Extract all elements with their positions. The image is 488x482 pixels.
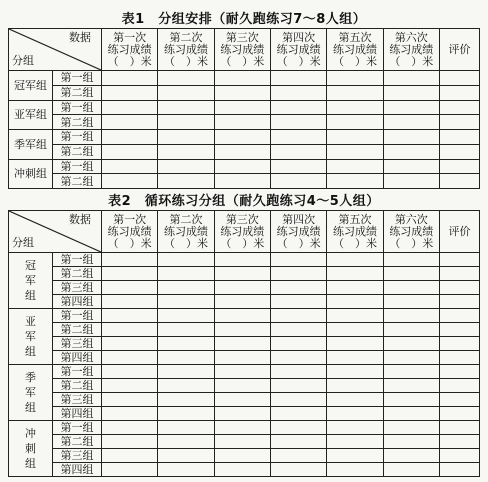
score-cell[interactable] xyxy=(440,421,480,435)
column-header-line2: 练习成绩 xyxy=(163,224,208,238)
table-row xyxy=(9,144,480,159)
score-cell[interactable] xyxy=(383,337,439,351)
score-cell[interactable] xyxy=(158,421,214,435)
score-cell[interactable] xyxy=(440,144,480,159)
score-cell[interactable] xyxy=(158,71,214,86)
score-cell[interactable] xyxy=(158,130,214,145)
score-cell[interactable] xyxy=(270,435,326,449)
score-cell[interactable] xyxy=(270,463,326,477)
column-header-line1: 第二次 xyxy=(169,212,203,226)
table-row xyxy=(9,267,480,281)
score-cell[interactable] xyxy=(214,421,270,435)
score-cell[interactable] xyxy=(270,267,326,281)
table-row xyxy=(9,449,480,463)
table-row xyxy=(9,295,480,309)
score-cell[interactable] xyxy=(440,449,480,463)
score-cell[interactable] xyxy=(102,115,158,130)
score-cell[interactable] xyxy=(440,295,480,309)
score-cell[interactable] xyxy=(440,100,480,115)
column-header-attempt-4 xyxy=(270,29,326,71)
group-label: 季军组 xyxy=(9,130,53,160)
score-cell[interactable] xyxy=(158,115,214,130)
score-cell[interactable] xyxy=(102,421,158,435)
column-header-line3: （ ）米 xyxy=(389,236,434,250)
group-label-vertical xyxy=(9,421,53,477)
score-cell[interactable] xyxy=(102,435,158,449)
column-header-line2: 练习成绩 xyxy=(220,42,265,56)
column-header-attempt-4 xyxy=(270,211,326,253)
column-header-line3: （ ）米 xyxy=(163,236,208,250)
score-cell[interactable] xyxy=(327,323,383,337)
table-row xyxy=(9,393,480,407)
score-cell[interactable] xyxy=(158,337,214,351)
column-header-line1: 第五次 xyxy=(338,30,372,44)
diagonal-header-cell xyxy=(9,211,102,253)
score-cell[interactable] xyxy=(440,174,480,189)
score-cell[interactable] xyxy=(440,71,480,86)
group-label-vertical xyxy=(9,309,53,365)
subgroup-label: 第三组 xyxy=(53,337,102,351)
column-header-line1: 第四次 xyxy=(282,212,316,226)
score-cell[interactable] xyxy=(327,379,383,393)
score-cell[interactable] xyxy=(214,351,270,365)
table-row xyxy=(9,421,480,435)
score-cell[interactable] xyxy=(102,174,158,189)
score-cell[interactable] xyxy=(270,351,326,365)
score-cell[interactable] xyxy=(214,174,270,189)
score-cell[interactable] xyxy=(327,267,383,281)
column-header-line3: （ ）米 xyxy=(220,54,265,68)
subgroup-label: 第一组 xyxy=(53,71,102,86)
column-header-line2: 练习成绩 xyxy=(332,224,377,238)
column-header-line1: 第一次 xyxy=(113,30,147,44)
score-cell[interactable] xyxy=(383,295,439,309)
column-header-attempt-5 xyxy=(327,211,383,253)
subgroup-label: 第四组 xyxy=(53,407,102,421)
table-row xyxy=(9,323,480,337)
score-cell[interactable] xyxy=(383,85,439,100)
score-cell[interactable] xyxy=(158,100,214,115)
group-label-char: 冲 xyxy=(25,427,36,440)
subgroup-label: 第一组 xyxy=(53,100,102,115)
score-cell[interactable] xyxy=(327,71,383,86)
score-cell[interactable] xyxy=(327,309,383,323)
score-cell[interactable] xyxy=(102,267,158,281)
column-header-line3: （ ）米 xyxy=(163,54,208,68)
group-label-char: 组 xyxy=(25,457,36,470)
column-header-line1: 第六次 xyxy=(394,212,428,226)
column-header-line3: （ ）米 xyxy=(389,54,434,68)
corner-label-data: 数据 xyxy=(69,31,91,44)
score-cell[interactable] xyxy=(102,323,158,337)
score-cell[interactable] xyxy=(102,309,158,323)
column-header-line2: 练习成绩 xyxy=(389,42,434,56)
group-label-char: 季 xyxy=(25,371,36,384)
score-cell[interactable] xyxy=(327,337,383,351)
score-cell[interactable] xyxy=(158,295,214,309)
score-cell[interactable] xyxy=(214,337,270,351)
subgroup-label: 第二组 xyxy=(53,85,102,100)
score-cell[interactable] xyxy=(383,379,439,393)
score-cell[interactable] xyxy=(270,100,326,115)
column-header-evaluation: 评价 xyxy=(440,211,480,253)
score-cell[interactable] xyxy=(440,130,480,145)
table-row xyxy=(9,281,480,295)
column-header-line3: （ ）米 xyxy=(332,54,377,68)
corner-label-group: 分组 xyxy=(12,236,34,249)
column-header-line1: 第五次 xyxy=(338,212,372,226)
score-cell[interactable] xyxy=(158,393,214,407)
score-cell[interactable] xyxy=(440,379,480,393)
score-cell[interactable] xyxy=(383,449,439,463)
table2-circuit-grouping xyxy=(8,210,480,477)
table-row xyxy=(9,71,480,86)
score-cell[interactable] xyxy=(440,351,480,365)
score-cell[interactable] xyxy=(158,379,214,393)
column-header-attempt-1 xyxy=(102,29,158,71)
score-cell[interactable] xyxy=(102,100,158,115)
group-label-char: 亚 xyxy=(25,315,36,328)
subgroup-label: 第二组 xyxy=(53,174,102,189)
score-cell[interactable] xyxy=(214,71,270,86)
score-cell[interactable] xyxy=(383,407,439,421)
score-cell[interactable] xyxy=(440,309,480,323)
score-cell[interactable] xyxy=(214,159,270,174)
score-cell[interactable] xyxy=(270,365,326,379)
column-header-line2: 练习成绩 xyxy=(107,42,152,56)
score-cell[interactable] xyxy=(440,115,480,130)
score-cell[interactable] xyxy=(102,365,158,379)
score-cell[interactable] xyxy=(383,393,439,407)
table-row xyxy=(9,130,480,145)
score-cell[interactable] xyxy=(158,174,214,189)
score-cell[interactable] xyxy=(440,365,480,379)
score-cell[interactable] xyxy=(102,337,158,351)
score-cell[interactable] xyxy=(440,407,480,421)
subgroup-label: 第二组 xyxy=(53,267,102,281)
score-cell[interactable] xyxy=(102,393,158,407)
score-cell[interactable] xyxy=(327,407,383,421)
score-cell[interactable] xyxy=(327,253,383,267)
score-cell[interactable] xyxy=(214,295,270,309)
score-cell[interactable] xyxy=(327,130,383,145)
subgroup-label: 第二组 xyxy=(53,379,102,393)
score-cell[interactable] xyxy=(102,85,158,100)
score-cell[interactable] xyxy=(102,407,158,421)
group-label-char: 军 xyxy=(25,274,36,287)
score-cell[interactable] xyxy=(270,295,326,309)
score-cell[interactable] xyxy=(383,351,439,365)
score-cell[interactable] xyxy=(440,393,480,407)
score-cell[interactable] xyxy=(270,449,326,463)
column-header-line1: 第三次 xyxy=(225,30,259,44)
score-cell[interactable] xyxy=(158,309,214,323)
header-row xyxy=(9,211,480,253)
table-row xyxy=(9,435,480,449)
column-header-line3: （ ）米 xyxy=(107,54,152,68)
score-cell[interactable] xyxy=(383,174,439,189)
score-cell[interactable] xyxy=(102,130,158,145)
column-header-attempt-2 xyxy=(158,29,214,71)
score-cell[interactable] xyxy=(383,130,439,145)
score-cell[interactable] xyxy=(158,351,214,365)
column-header-line1: 第一次 xyxy=(113,212,147,226)
score-cell[interactable] xyxy=(102,159,158,174)
subgroup-label: 第四组 xyxy=(53,463,102,477)
column-header-line1: 第二次 xyxy=(169,30,203,44)
score-cell[interactable] xyxy=(214,435,270,449)
table-row xyxy=(9,337,480,351)
score-cell[interactable] xyxy=(158,463,214,477)
score-cell[interactable] xyxy=(440,337,480,351)
column-header-line2: 练习成绩 xyxy=(163,42,208,56)
group-label-char: 组 xyxy=(25,345,36,358)
column-header-attempt-3 xyxy=(214,29,270,71)
score-cell[interactable] xyxy=(327,295,383,309)
column-header-line2: 练习成绩 xyxy=(107,224,152,238)
table-row xyxy=(9,253,480,267)
score-cell[interactable] xyxy=(440,267,480,281)
column-header-line3: （ ）米 xyxy=(107,236,152,250)
score-cell[interactable] xyxy=(270,115,326,130)
score-cell[interactable] xyxy=(327,393,383,407)
column-header-line2: 练习成绩 xyxy=(220,224,265,238)
table-row xyxy=(9,351,480,365)
group-label-vertical xyxy=(9,365,53,421)
column-header-attempt-5 xyxy=(327,29,383,71)
score-cell[interactable] xyxy=(270,253,326,267)
subgroup-label: 第一组 xyxy=(53,365,102,379)
score-cell[interactable] xyxy=(383,253,439,267)
score-cell[interactable] xyxy=(440,323,480,337)
group-label: 冲刺组 xyxy=(9,159,53,189)
score-cell[interactable] xyxy=(270,130,326,145)
score-cell[interactable] xyxy=(440,281,480,295)
column-header-attempt-2 xyxy=(158,211,214,253)
table-row xyxy=(9,463,480,477)
group-label-char: 军 xyxy=(25,330,36,343)
column-header-line2: 练习成绩 xyxy=(389,224,434,238)
score-cell[interactable] xyxy=(102,71,158,86)
score-cell[interactable] xyxy=(440,435,480,449)
group-label-char: 刺 xyxy=(25,442,36,455)
score-cell[interactable] xyxy=(440,463,480,477)
score-cell[interactable] xyxy=(102,463,158,477)
table2-title: 表2 循环练习分组（耐久跑练习4～5人组） xyxy=(108,194,380,209)
column-header-line3: （ ）米 xyxy=(276,236,321,250)
score-cell[interactable] xyxy=(383,115,439,130)
table-row xyxy=(9,115,480,130)
table-row xyxy=(9,365,480,379)
score-cell[interactable] xyxy=(327,463,383,477)
subgroup-label: 第四组 xyxy=(53,295,102,309)
score-cell[interactable] xyxy=(327,449,383,463)
table-row xyxy=(9,309,480,323)
score-cell[interactable] xyxy=(383,281,439,295)
score-cell[interactable] xyxy=(270,337,326,351)
score-cell[interactable] xyxy=(327,281,383,295)
score-cell[interactable] xyxy=(214,449,270,463)
header-row xyxy=(9,29,480,71)
score-cell[interactable] xyxy=(383,435,439,449)
score-cell[interactable] xyxy=(102,295,158,309)
subgroup-label: 第三组 xyxy=(53,393,102,407)
score-cell[interactable] xyxy=(327,100,383,115)
group-label: 亚军组 xyxy=(9,100,53,130)
score-cell[interactable] xyxy=(383,100,439,115)
table-row xyxy=(9,100,480,115)
score-cell[interactable] xyxy=(102,253,158,267)
column-header-evaluation: 评价 xyxy=(440,29,480,71)
score-cell[interactable] xyxy=(327,435,383,449)
score-cell[interactable] xyxy=(383,144,439,159)
table1-title: 表1 分组安排（耐久跑练习7～8人组） xyxy=(121,12,367,27)
table-row xyxy=(9,85,480,100)
score-cell[interactable] xyxy=(214,379,270,393)
score-cell[interactable] xyxy=(270,174,326,189)
group-label-char: 组 xyxy=(25,401,36,414)
column-header-line3: （ ）米 xyxy=(220,236,265,250)
score-cell[interactable] xyxy=(270,323,326,337)
score-cell[interactable] xyxy=(102,351,158,365)
score-cell[interactable] xyxy=(214,130,270,145)
score-cell[interactable] xyxy=(214,115,270,130)
column-header-attempt-6 xyxy=(383,211,439,253)
column-header-line1: 第六次 xyxy=(394,30,428,44)
table-row xyxy=(9,174,480,189)
subgroup-label: 第一组 xyxy=(53,253,102,267)
score-cell[interactable] xyxy=(327,351,383,365)
subgroup-label: 第一组 xyxy=(53,421,102,435)
table-row xyxy=(9,379,480,393)
subgroup-label: 第一组 xyxy=(53,159,102,174)
subgroup-label: 第一组 xyxy=(53,130,102,145)
corner-label-group: 分组 xyxy=(12,54,34,67)
score-cell[interactable] xyxy=(214,100,270,115)
score-cell[interactable] xyxy=(214,407,270,421)
subgroup-label: 第三组 xyxy=(53,449,102,463)
score-cell[interactable] xyxy=(158,365,214,379)
score-cell[interactable] xyxy=(327,174,383,189)
group-label-vertical xyxy=(9,253,53,309)
score-cell[interactable] xyxy=(270,421,326,435)
score-cell[interactable] xyxy=(270,71,326,86)
score-cell[interactable] xyxy=(327,159,383,174)
score-cell[interactable] xyxy=(327,85,383,100)
score-cell[interactable] xyxy=(383,365,439,379)
score-cell[interactable] xyxy=(214,463,270,477)
subgroup-label: 第二组 xyxy=(53,144,102,159)
score-cell[interactable] xyxy=(440,85,480,100)
subgroup-label: 第四组 xyxy=(53,351,102,365)
score-cell[interactable] xyxy=(383,463,439,477)
score-cell[interactable] xyxy=(158,85,214,100)
column-header-line1: 第三次 xyxy=(225,212,259,226)
score-cell[interactable] xyxy=(383,71,439,86)
score-cell[interactable] xyxy=(158,253,214,267)
score-cell[interactable] xyxy=(270,159,326,174)
score-cell[interactable] xyxy=(158,323,214,337)
diagonal-header-cell xyxy=(9,29,102,71)
subgroup-label: 第三组 xyxy=(53,281,102,295)
score-cell[interactable] xyxy=(383,267,439,281)
score-cell[interactable] xyxy=(102,144,158,159)
table1-grouping xyxy=(8,28,480,189)
score-cell[interactable] xyxy=(102,449,158,463)
score-cell[interactable] xyxy=(214,309,270,323)
column-header-line2: 练习成绩 xyxy=(332,42,377,56)
score-cell[interactable] xyxy=(158,144,214,159)
score-cell[interactable] xyxy=(214,393,270,407)
score-cell[interactable] xyxy=(214,267,270,281)
column-header-line1: 第四次 xyxy=(282,30,316,44)
score-cell[interactable] xyxy=(270,393,326,407)
score-cell[interactable] xyxy=(158,435,214,449)
score-cell[interactable] xyxy=(214,85,270,100)
score-cell[interactable] xyxy=(440,253,480,267)
score-cell[interactable] xyxy=(327,115,383,130)
score-cell[interactable] xyxy=(214,253,270,267)
score-cell[interactable] xyxy=(440,159,480,174)
score-cell[interactable] xyxy=(270,379,326,393)
score-cell[interactable] xyxy=(214,144,270,159)
group-label-char: 组 xyxy=(25,289,36,302)
score-cell[interactable] xyxy=(102,379,158,393)
score-cell[interactable] xyxy=(214,365,270,379)
subgroup-label: 第二组 xyxy=(53,435,102,449)
score-cell[interactable] xyxy=(214,323,270,337)
score-cell[interactable] xyxy=(270,407,326,421)
score-cell[interactable] xyxy=(327,144,383,159)
column-header-line3: （ ）米 xyxy=(332,236,377,250)
column-header-line3: （ ）米 xyxy=(276,54,321,68)
score-cell[interactable] xyxy=(383,421,439,435)
score-cell[interactable] xyxy=(270,309,326,323)
score-cell[interactable] xyxy=(158,267,214,281)
subgroup-label: 第二组 xyxy=(53,323,102,337)
table-row xyxy=(9,407,480,421)
score-cell[interactable] xyxy=(270,144,326,159)
group-label-char: 军 xyxy=(25,386,36,399)
score-cell[interactable] xyxy=(270,85,326,100)
column-header-attempt-1 xyxy=(102,211,158,253)
score-cell[interactable] xyxy=(383,323,439,337)
group-label: 冠军组 xyxy=(9,71,53,101)
score-cell[interactable] xyxy=(158,407,214,421)
table-row xyxy=(9,159,480,174)
column-header-line2: 练习成绩 xyxy=(276,224,321,238)
score-cell[interactable] xyxy=(270,281,326,295)
score-cell[interactable] xyxy=(158,281,214,295)
score-cell[interactable] xyxy=(327,421,383,435)
subgroup-label: 第一组 xyxy=(53,309,102,323)
column-header-attempt-3 xyxy=(214,211,270,253)
score-cell[interactable] xyxy=(383,159,439,174)
column-header-line2: 练习成绩 xyxy=(276,42,321,56)
corner-label-data: 数据 xyxy=(69,213,91,226)
score-cell[interactable] xyxy=(158,449,214,463)
group-label-char: 冠 xyxy=(25,259,36,272)
score-cell[interactable] xyxy=(158,159,214,174)
score-cell[interactable] xyxy=(383,309,439,323)
score-cell[interactable] xyxy=(214,281,270,295)
subgroup-label: 第二组 xyxy=(53,115,102,130)
score-cell[interactable] xyxy=(327,365,383,379)
score-cell[interactable] xyxy=(102,281,158,295)
column-header-attempt-6 xyxy=(383,29,439,71)
